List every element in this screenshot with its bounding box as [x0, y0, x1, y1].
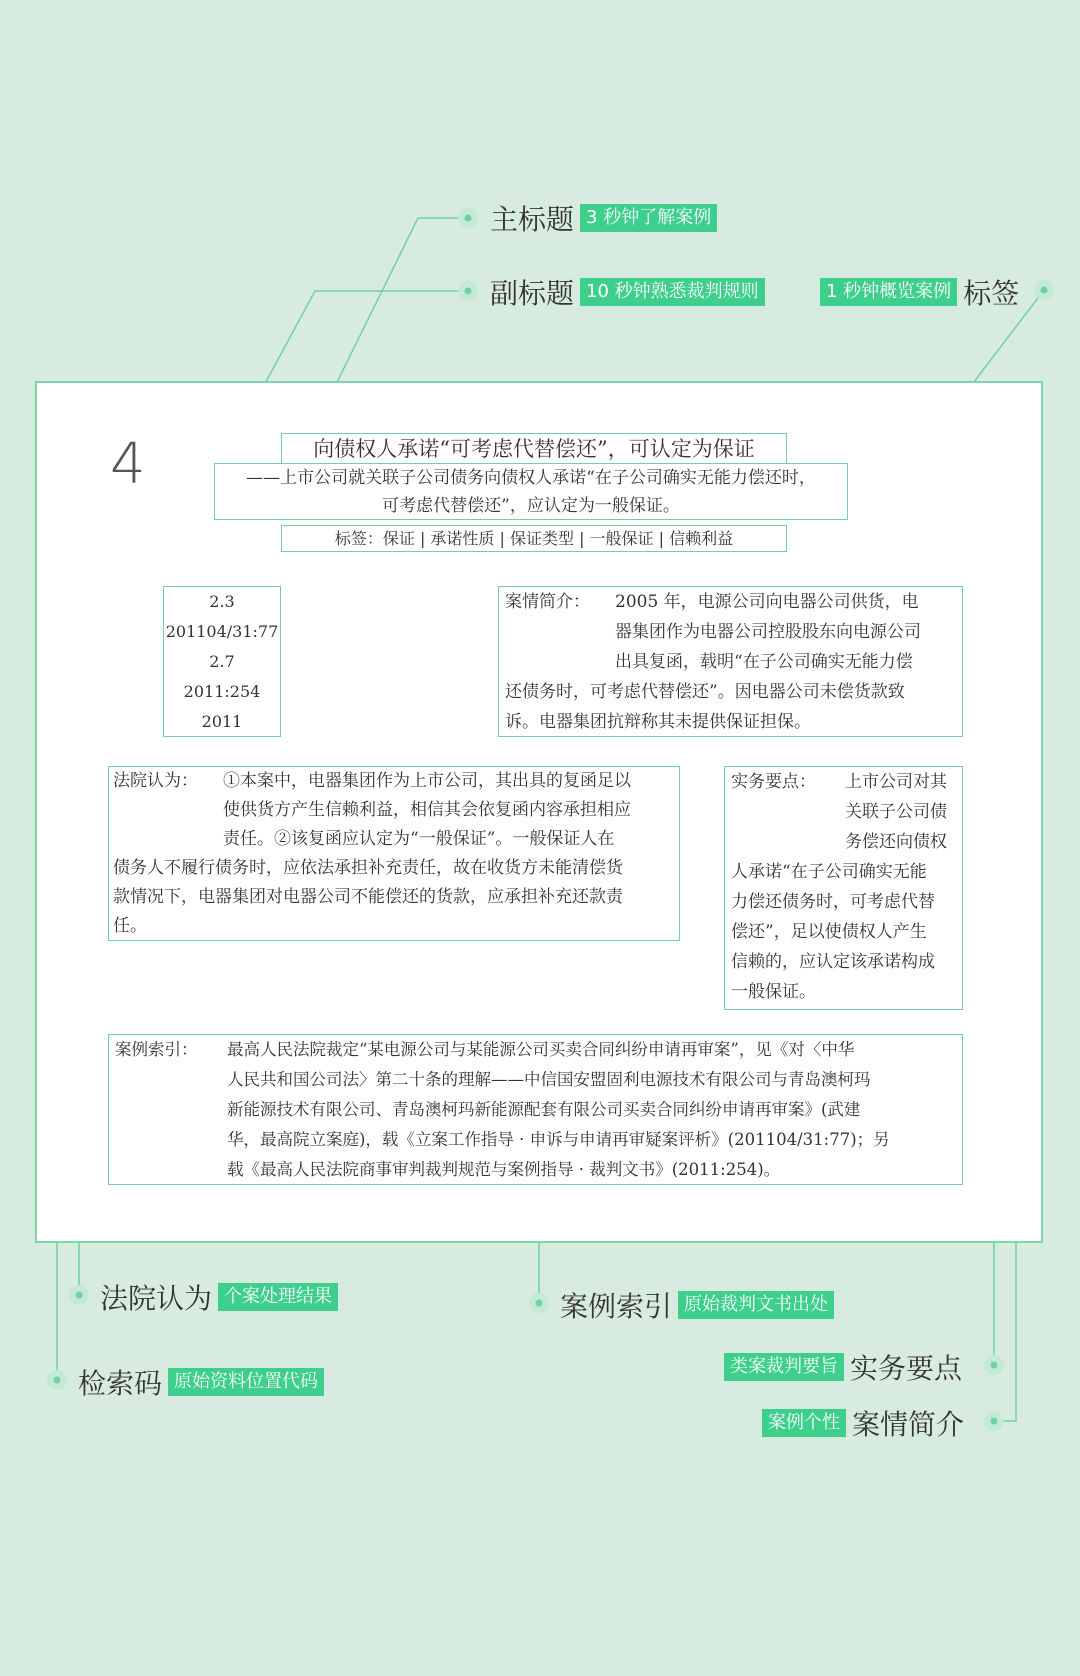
- court-label: 法院认为：: [113, 771, 198, 791]
- case-number: 4: [110, 432, 146, 497]
- callout-label: 主标题: [490, 203, 575, 236]
- index-line: 华，最高院立案庭)，载《立案工作指导 · 申诉与申请再审疑案评析》(201104/31:77)；另: [227, 1130, 890, 1149]
- callout-tags: [814, 272, 1019, 312]
- practice-line: 务偿还向债权: [845, 832, 947, 852]
- search-code: 2.3: [209, 592, 235, 611]
- callout-label: 实务要点: [850, 1352, 963, 1385]
- court-view-box: [108, 766, 680, 941]
- court-line: 责任。②该复函应认定为“一般保证”。一般保证人在: [223, 829, 615, 849]
- callout-label: 检索码: [78, 1367, 163, 1400]
- callout-label: 副标题: [490, 277, 575, 310]
- callout-search-code: [78, 1362, 330, 1402]
- court-line: ①本案中，电器集团作为上市公司，其出具的复函足以: [223, 771, 631, 791]
- callout-practice-points: [718, 1347, 962, 1387]
- callout-label: 案情简介: [852, 1408, 965, 1441]
- index-line: 新能源技术有限公司、青岛澳柯玛新能源配套有限公司买卖合同纠纷申请再审案》(武建: [227, 1100, 861, 1119]
- practice-line: 信赖的，应认定该承诺构成: [731, 952, 935, 972]
- search-code: 2.7: [209, 652, 235, 671]
- brief-label: 案情简介：: [505, 592, 590, 612]
- callout-label: 案例索引: [560, 1290, 673, 1323]
- brief-line: 诉。电器集团抗辩称其未提供保证担保。: [505, 712, 811, 732]
- index-label: 案例索引：: [115, 1040, 198, 1059]
- callout-tag: 个案处理结果: [218, 1283, 338, 1311]
- callout-tag: 原始裁判文书出处: [678, 1291, 834, 1319]
- search-code: 2011:254: [183, 682, 261, 701]
- callout-tag: 1 秒钟概览案例: [820, 278, 957, 306]
- tags-line: 标签：保证 | 承诺性质 | 保证类型 | 一般保证 | 信赖利益: [334, 529, 734, 548]
- callout-court-view: [100, 1277, 344, 1317]
- court-line: 任。: [113, 916, 147, 936]
- case-index-box: [108, 1034, 963, 1185]
- callout-tag: 10 秒钟熟悉裁判规则: [580, 278, 765, 306]
- practice-line: 力偿还债务时，可考虑代替: [731, 892, 935, 912]
- callout-label: 标签: [963, 277, 1020, 310]
- case-brief-box: [498, 586, 963, 737]
- callout-tag: 原始资料位置代码: [168, 1368, 324, 1396]
- callout-case-index: [560, 1285, 840, 1325]
- subtitle-box: [214, 463, 848, 520]
- practice-label: 实务要点：: [731, 772, 816, 792]
- callout-tag: 类案裁判要旨: [724, 1353, 844, 1381]
- search-code: 201104/31:77: [165, 622, 279, 641]
- court-line: 款情况下，电器集团对电器公司不能偿还的货款，应承担补充还款责: [113, 887, 623, 907]
- index-line: 最高人民法院裁定“某电源公司与某能源公司买卖合同纠纷申请再审案”，见《对〈中华: [227, 1040, 855, 1059]
- callout-tag: 3 秒钟了解案例: [580, 204, 717, 232]
- practice-points-box: [724, 766, 963, 1010]
- index-line: 载《最高人民法院商事审判裁判规范与案例指导 · 裁判文书》(2011:254)。: [227, 1160, 781, 1179]
- case-title: 向债权人承诺“可考虑代替偿还”，可认定为保证: [313, 437, 755, 461]
- index-line: 人民共和国公司法〉第二十条的理解——中信国安盟固利电源技术有限公司与青岛澳柯玛: [227, 1070, 871, 1089]
- callout-label: 法院认为: [100, 1282, 213, 1315]
- callout-main-title: [490, 198, 723, 238]
- callout-case-brief: [756, 1403, 964, 1443]
- court-line: 债务人不履行债务时，应依法承担补充责任，故在收货方未能清偿货: [113, 858, 623, 878]
- subtitle-line: ——上市公司就关联子公司债务向债权人承诺“在子公司确实无能力偿还时，: [246, 468, 816, 488]
- practice-line: 上市公司对其: [845, 772, 947, 792]
- practice-line: 关联子公司债: [845, 802, 947, 822]
- tags-box: [281, 525, 787, 552]
- practice-line: 偿还”，足以使债权人产生: [731, 922, 927, 942]
- brief-line: 还债务时，可考虑代替偿还”。因电器公司未偿货款致: [505, 682, 905, 702]
- callout-subtitle: [490, 272, 771, 312]
- subtitle-line: 可考虑代替偿还”，应认定为一般保证。: [382, 496, 680, 516]
- title-box: [281, 433, 787, 465]
- court-line: 使供货方产生信赖利益，相信其会依复函内容承担相应: [223, 800, 631, 820]
- practice-line: 人承诺“在子公司确实无能: [731, 862, 927, 882]
- search-code: 2011: [201, 712, 243, 731]
- search-code-box: [163, 586, 281, 737]
- callout-tag: 案例个性: [762, 1409, 846, 1437]
- brief-line: 器集团作为电器公司控股股东向电源公司: [615, 622, 921, 642]
- brief-line: 出具复函，载明“在子公司确实无能力偿: [615, 652, 913, 672]
- practice-line: 一般保证。: [731, 982, 816, 1002]
- brief-line: 2005 年，电源公司向电器公司供货，电: [615, 592, 919, 612]
